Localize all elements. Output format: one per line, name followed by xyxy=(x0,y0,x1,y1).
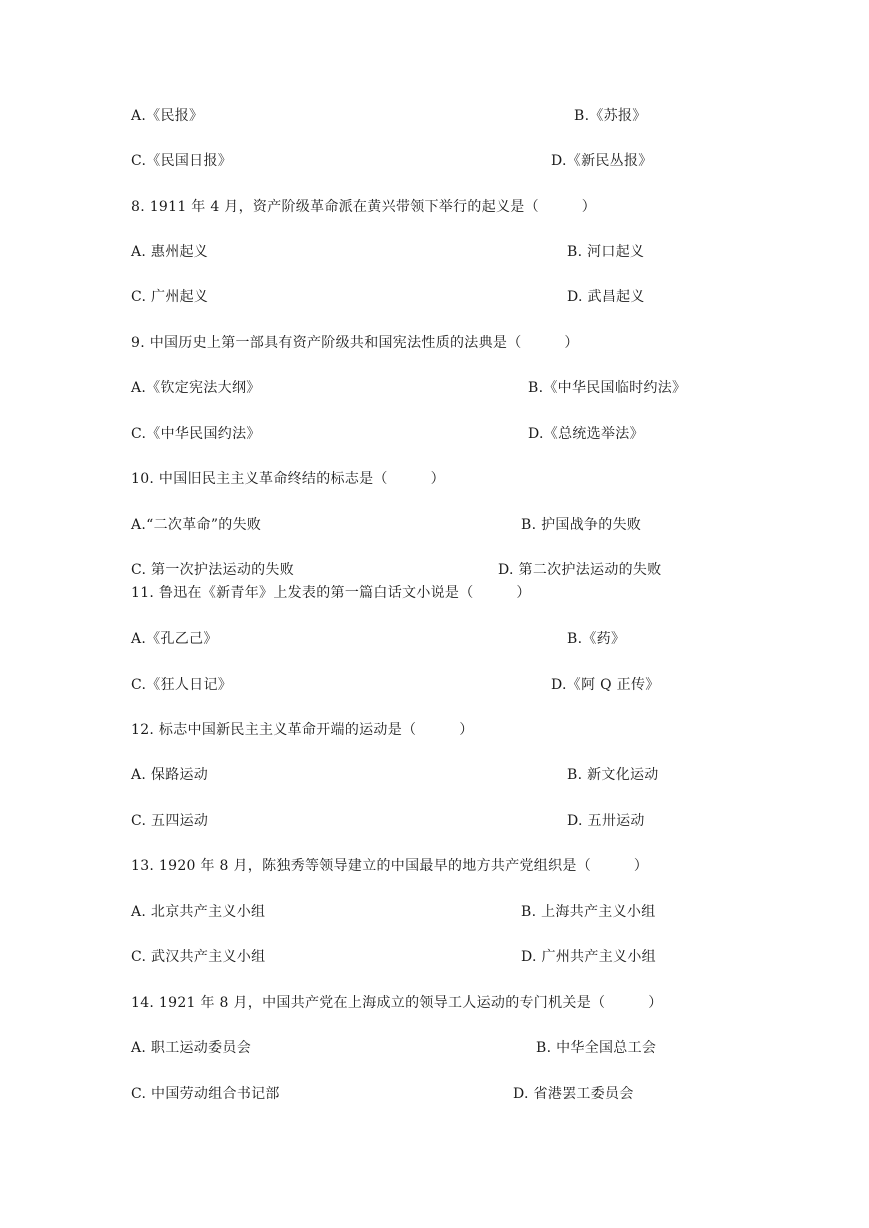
q12-option-d: D. 五卅运动 xyxy=(567,813,645,829)
q14-option-a: A. 职工运动委员会 xyxy=(131,1040,252,1056)
q14-option-b: B. 中华全国总工会 xyxy=(536,1040,657,1056)
q13-option-c: C. 武汉共产主义小组 xyxy=(131,949,266,965)
q14-option-c: C. 中国劳动组合书记部 xyxy=(131,1086,280,1102)
q11-option-a: A.《孔乙己》 xyxy=(131,631,218,647)
q10-stem: 10. 中国旧民主主义革命终结的标志是（ ） xyxy=(131,471,445,487)
q7-option-a: A.《民报》 xyxy=(131,108,204,124)
q9-option-d: D.《总统选举法》 xyxy=(528,426,644,442)
q10-option-d: D. 第二次护法运动的失败 xyxy=(498,562,662,578)
q8-option-c: C. 广州起义 xyxy=(131,289,209,305)
q14-stem: 14. 1921 年 8 月，中国共产党在上海成立的领导工人运动的专门机关是（ ） xyxy=(131,995,663,1011)
q10-option-a: A.“二次革命”的失败 xyxy=(131,517,262,533)
q9-option-c: C.《中华民国约法》 xyxy=(131,426,261,442)
q8-option-b: B. 河口起义 xyxy=(567,244,645,260)
q11-stem: 11. 鲁迅在《新青年》上发表的第一篇白话文小说是（ ） xyxy=(131,585,531,601)
q9-stem: 9. 中国历史上第一部具有资产阶级共和国宪法性质的法典是（ ） xyxy=(131,335,579,351)
q10-option-b: B. 护国战争的失败 xyxy=(521,517,642,533)
q13-option-a: A. 北京共产主义小组 xyxy=(131,904,266,920)
q7-option-d: D.《新民丛报》 xyxy=(551,153,653,169)
q12-option-a: A. 保路运动 xyxy=(131,767,209,783)
q13-option-b: B. 上海共产主义小组 xyxy=(521,904,656,920)
q7-option-b: B.《苏报》 xyxy=(574,108,647,124)
q9-option-b: B.《中华民国临时约法》 xyxy=(528,380,687,396)
q13-option-d: D. 广州共产主义小组 xyxy=(521,949,656,965)
q8-stem: 8. 1911 年 4 月，资产阶级革命派在黄兴带领下举行的起义是（ ） xyxy=(131,199,597,215)
q11-option-b: B.《药》 xyxy=(567,631,626,647)
q14-option-d: D. 省港罢工委员会 xyxy=(513,1086,634,1102)
q11-option-c: C.《狂人日记》 xyxy=(131,677,233,693)
q12-stem: 12. 标志中国新民主主义革命开端的运动是（ ） xyxy=(131,722,474,738)
q8-option-d: D. 武昌起义 xyxy=(567,289,645,305)
q9-option-a: A.《钦定宪法大纲》 xyxy=(131,380,261,396)
q8-option-a: A. 惠州起义 xyxy=(131,244,209,260)
q7-option-c: C.《民国日报》 xyxy=(131,153,233,169)
q12-option-b: B. 新文化运动 xyxy=(567,767,659,783)
q11-option-d: D.《阿 Q 正传》 xyxy=(551,677,660,693)
q10-option-c: C. 第一次护法运动的失败 xyxy=(131,562,295,578)
q13-stem: 13. 1920 年 8 月，陈独秀等领导建立的中国最早的地方共产党组织是（ ） xyxy=(131,858,649,874)
q12-option-c: C. 五四运动 xyxy=(131,813,209,829)
